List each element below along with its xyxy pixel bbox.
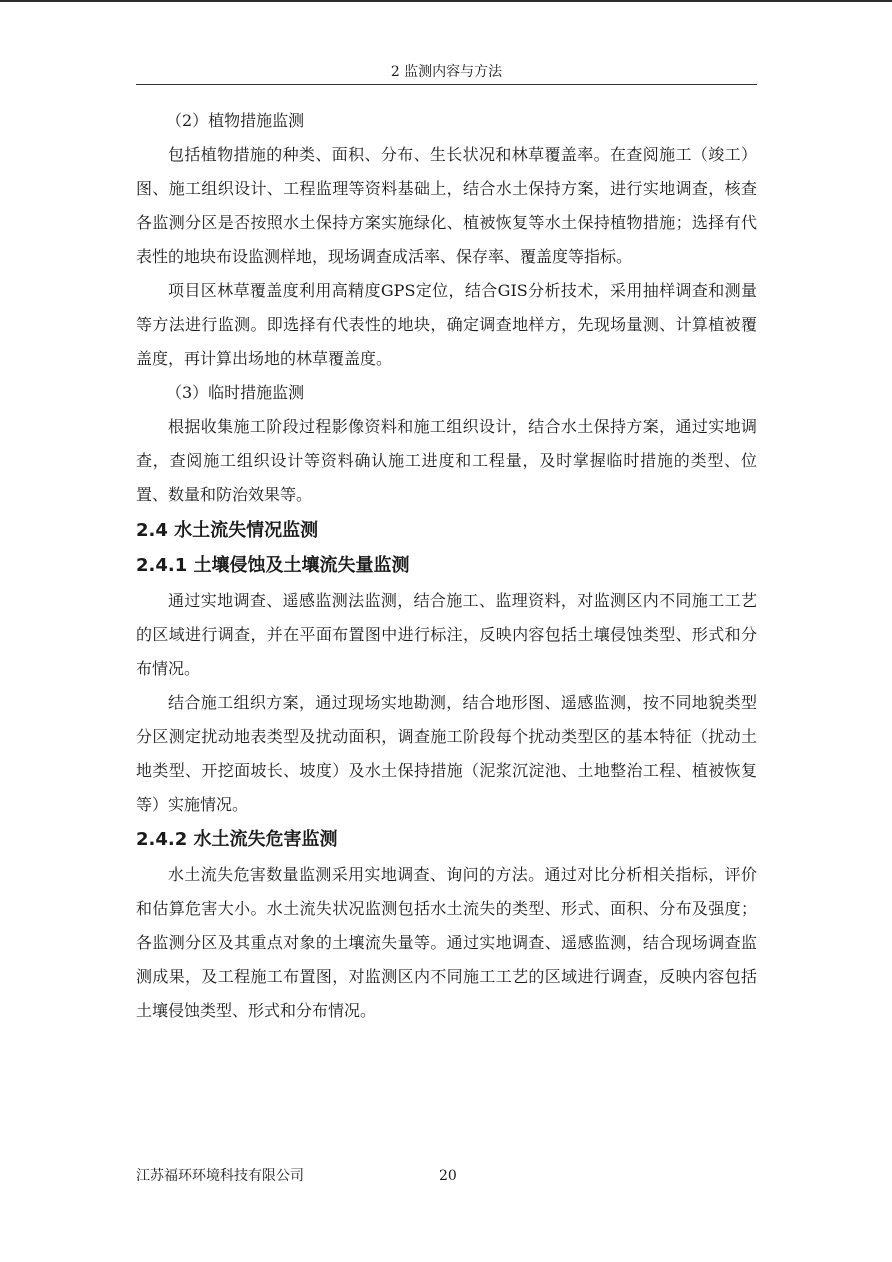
section-heading-2-4-1: 2.4.1 土壤侵蚀及土壤流失量监测: [136, 555, 410, 576]
paragraph: 包括植物措施的种类、面积、分布、生长状况和林草覆盖率。在查阅施工（竣工）图、施工组织设计、工程监理等资料基础上，结合水土保持方案，进行实地调查，核查各监测分区是否按照水土保持方案实施绿化、植被恢复等水土保持植物措施；选择有代表性的地块布设监测样地，现场调查成活率、保存率、覆盖度等指标。: [136, 145, 757, 266]
page-header: 2 监测内容与方法: [390, 64, 503, 80]
document-body: [136, 104, 757, 1028]
paragraph: 结合施工组织方案，通过现场实地勘测，结合地形图、遥感监测，按不同地貌类型分区测定扰动地表类型及扰动面积，调查施工阶段每个扰动类型区的基本特征（扰动土地类型、开挖面坡长、坡度）及水土保持措施（泥浆沉淀池、土地整治工程、植被恢复等）实施情况。: [136, 693, 757, 814]
section-heading-2-4: 2.4 水土流失情况监测: [136, 520, 319, 541]
paragraph: 通过实地调查、遥感监测法监测，结合施工、监理资料，对监测区内不同施工工艺的区域进行调查，并在平面布置图中进行标注，反映内容包括土壤侵蚀类型、形式和分布情况。: [136, 591, 757, 678]
subsection-title-vegetation: （2）植物措施监测: [166, 111, 305, 130]
subsection-title-temporary: （3）临时措施监测: [166, 383, 305, 402]
paragraph: 项目区林草覆盖度利用高精度GPS定位，结合GIS分析技术，采用抽样调查和测量等方法进行监测。即选择有代表性的地块，确定调查地样方，先现场量测、计算植被覆盖度，再计算出场地的林草覆盖度。: [136, 281, 757, 368]
footer-company: 江苏福环环境科技有限公司: [136, 1168, 304, 1184]
section-heading-2-4-2: 2.4.2 水土流失危害监测: [136, 829, 338, 850]
page-footer: [136, 1165, 757, 1187]
top-border-line: [0, 0, 892, 2]
paragraph: 根据收集施工阶段过程影像资料和施工组织设计，结合水土保持方案，通过实地调查，查阅施工组织设计等资料确认施工进度和工程量，及时掌握临时措施的类型、位置、数量和防治效果等。: [136, 417, 757, 504]
header-divider: [136, 84, 757, 85]
page-number: 20: [439, 1168, 457, 1184]
paragraph: 水土流失危害数量监测采用实地调查、询问的方法。通过对比分析相关指标，评价和估算危害大小。水土流失状况监测包括水土流失的类型、形式、面积、分布及强度；各监测分区及其重点对象的土壤流失量等。通过实地调查、遥感监测，结合现场调查监测成果，及工程施工布置图，对监测区内不同施工工艺的区域进行调查，反映内容包括土壤侵蚀类型、形式和分布情况。: [136, 865, 757, 1020]
